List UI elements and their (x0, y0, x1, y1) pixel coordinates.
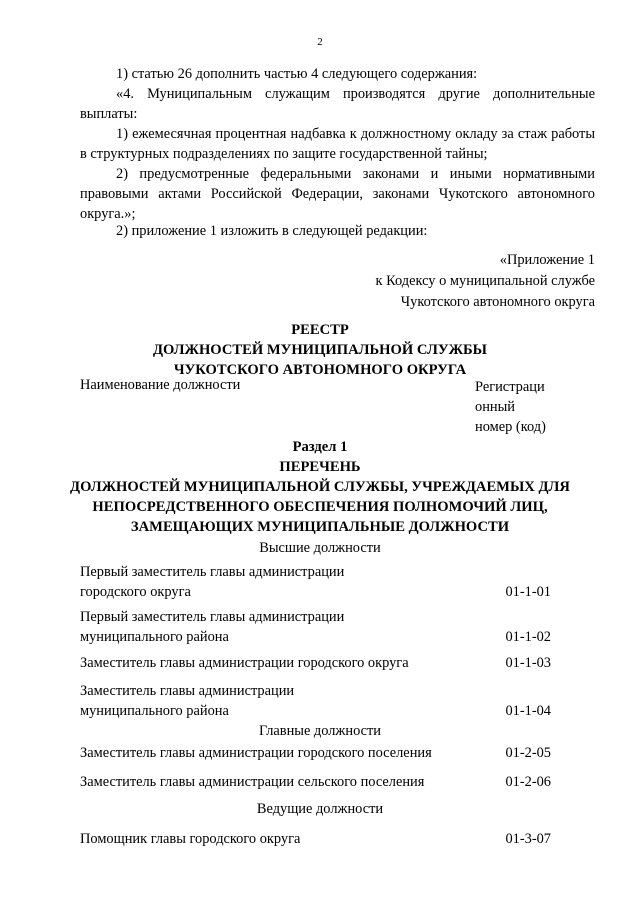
position-code: 01-2-05 (505, 745, 551, 761)
position-code: 01-2-06 (505, 774, 551, 790)
section-label: Раздел 1 (292, 439, 348, 455)
appendix-heading (376, 250, 595, 313)
table-row (80, 772, 560, 792)
table-row (80, 743, 560, 763)
position-code: 01-1-03 (505, 655, 551, 671)
registry-title-line-3: ЧУКОТСКОГО АВТОНОМНОГО ОКРУГА (173, 362, 467, 378)
position-name: Заместитель главы администрации (80, 683, 295, 699)
table-row (80, 829, 560, 849)
position-name: Заместитель главы администрации сельского поселения (80, 774, 425, 790)
position-name: Заместитель главы администрации городского округа (80, 655, 409, 671)
registry-title-line-2: ДОЛЖНОСТЕЙ МУНИЦИПАЛЬНОЙ СЛУЖБЫ (152, 342, 488, 358)
registry-title (0, 320, 640, 380)
page-number: 2 (317, 36, 323, 48)
category-highest: Высшие должности (259, 540, 381, 556)
position-name-cont: муниципального района (80, 629, 229, 645)
column-header-name: Наименование должности (80, 377, 241, 393)
position-name: Первый заместитель главы администрации (80, 609, 345, 625)
position-name-cont: муниципального района (80, 703, 229, 719)
position-code: 01-1-01 (505, 584, 551, 600)
registry-title-line-1: РЕЕСТР (291, 322, 349, 338)
section-title-line-1: ПЕРЕЧЕНЬ (279, 459, 361, 475)
table-row (80, 607, 560, 647)
column-header-code-line-1: Регистраци (475, 379, 545, 395)
column-header-code (475, 377, 555, 437)
column-header-code-line-2: онный (475, 399, 515, 415)
amendment-subitem-2: 2) предусмотренные федеральными законами и иными нормативными правовыми актами Российской Федерации, законами Чукотского автономного округа.»; (80, 166, 595, 222)
position-code: 01-3-07 (505, 831, 551, 847)
appendix-line-1: «Приложение 1 (499, 252, 595, 268)
amendment-item-1: 1) статью 26 дополнить частью 4 следующего содержания: (116, 66, 478, 82)
column-header-code-line-3: номер (код) (475, 419, 546, 435)
table-row (80, 562, 560, 602)
section-title-line-4: ЗАМЕЩАЮЩИХ МУНИЦИПАЛЬНЫЕ ДОЛЖНОСТИ (130, 519, 510, 535)
section-title-line-3: НЕПОСРЕДСТВЕННОГО ОБЕСПЕЧЕНИЯ ПОЛНОМОЧИЙ ЛИЦ, (92, 499, 548, 515)
appendix-line-2: к Кодексу о муниципальной службе (375, 273, 595, 289)
amendment-item-2: 2) приложение 1 изложить в следующей редакции: (116, 223, 428, 239)
table-row (80, 653, 560, 673)
position-code: 01-1-04 (505, 703, 551, 719)
section-heading (0, 437, 640, 537)
position-name: Заместитель главы администрации городского поселения (80, 745, 432, 761)
table-row (80, 681, 560, 721)
position-name: Первый заместитель главы администрации (80, 564, 345, 580)
category-main: Главные должности (258, 723, 382, 739)
amendment-subitem-1: 1) ежемесячная процентная надбавка к должностному окладу за стаж работы в структурных подразделениях по защите государственной тайны; (80, 126, 595, 162)
appendix-line-3: Чукотского автономного округа (400, 294, 595, 310)
position-code: 01-1-02 (505, 629, 551, 645)
section-title-line-2: ДОЛЖНОСТЕЙ МУНИЦИПАЛЬНОЙ СЛУЖБЫ, УЧРЕЖДАЕМЫХ ДЛЯ (70, 479, 570, 495)
position-name: Помощник главы городского округа (80, 831, 301, 847)
amendment-part-4: «4. Муниципальным служащим производятся другие дополнительные выплаты: (80, 86, 595, 122)
position-name-cont: городского округа (80, 584, 191, 600)
category-leading: Ведущие должности (256, 801, 384, 817)
